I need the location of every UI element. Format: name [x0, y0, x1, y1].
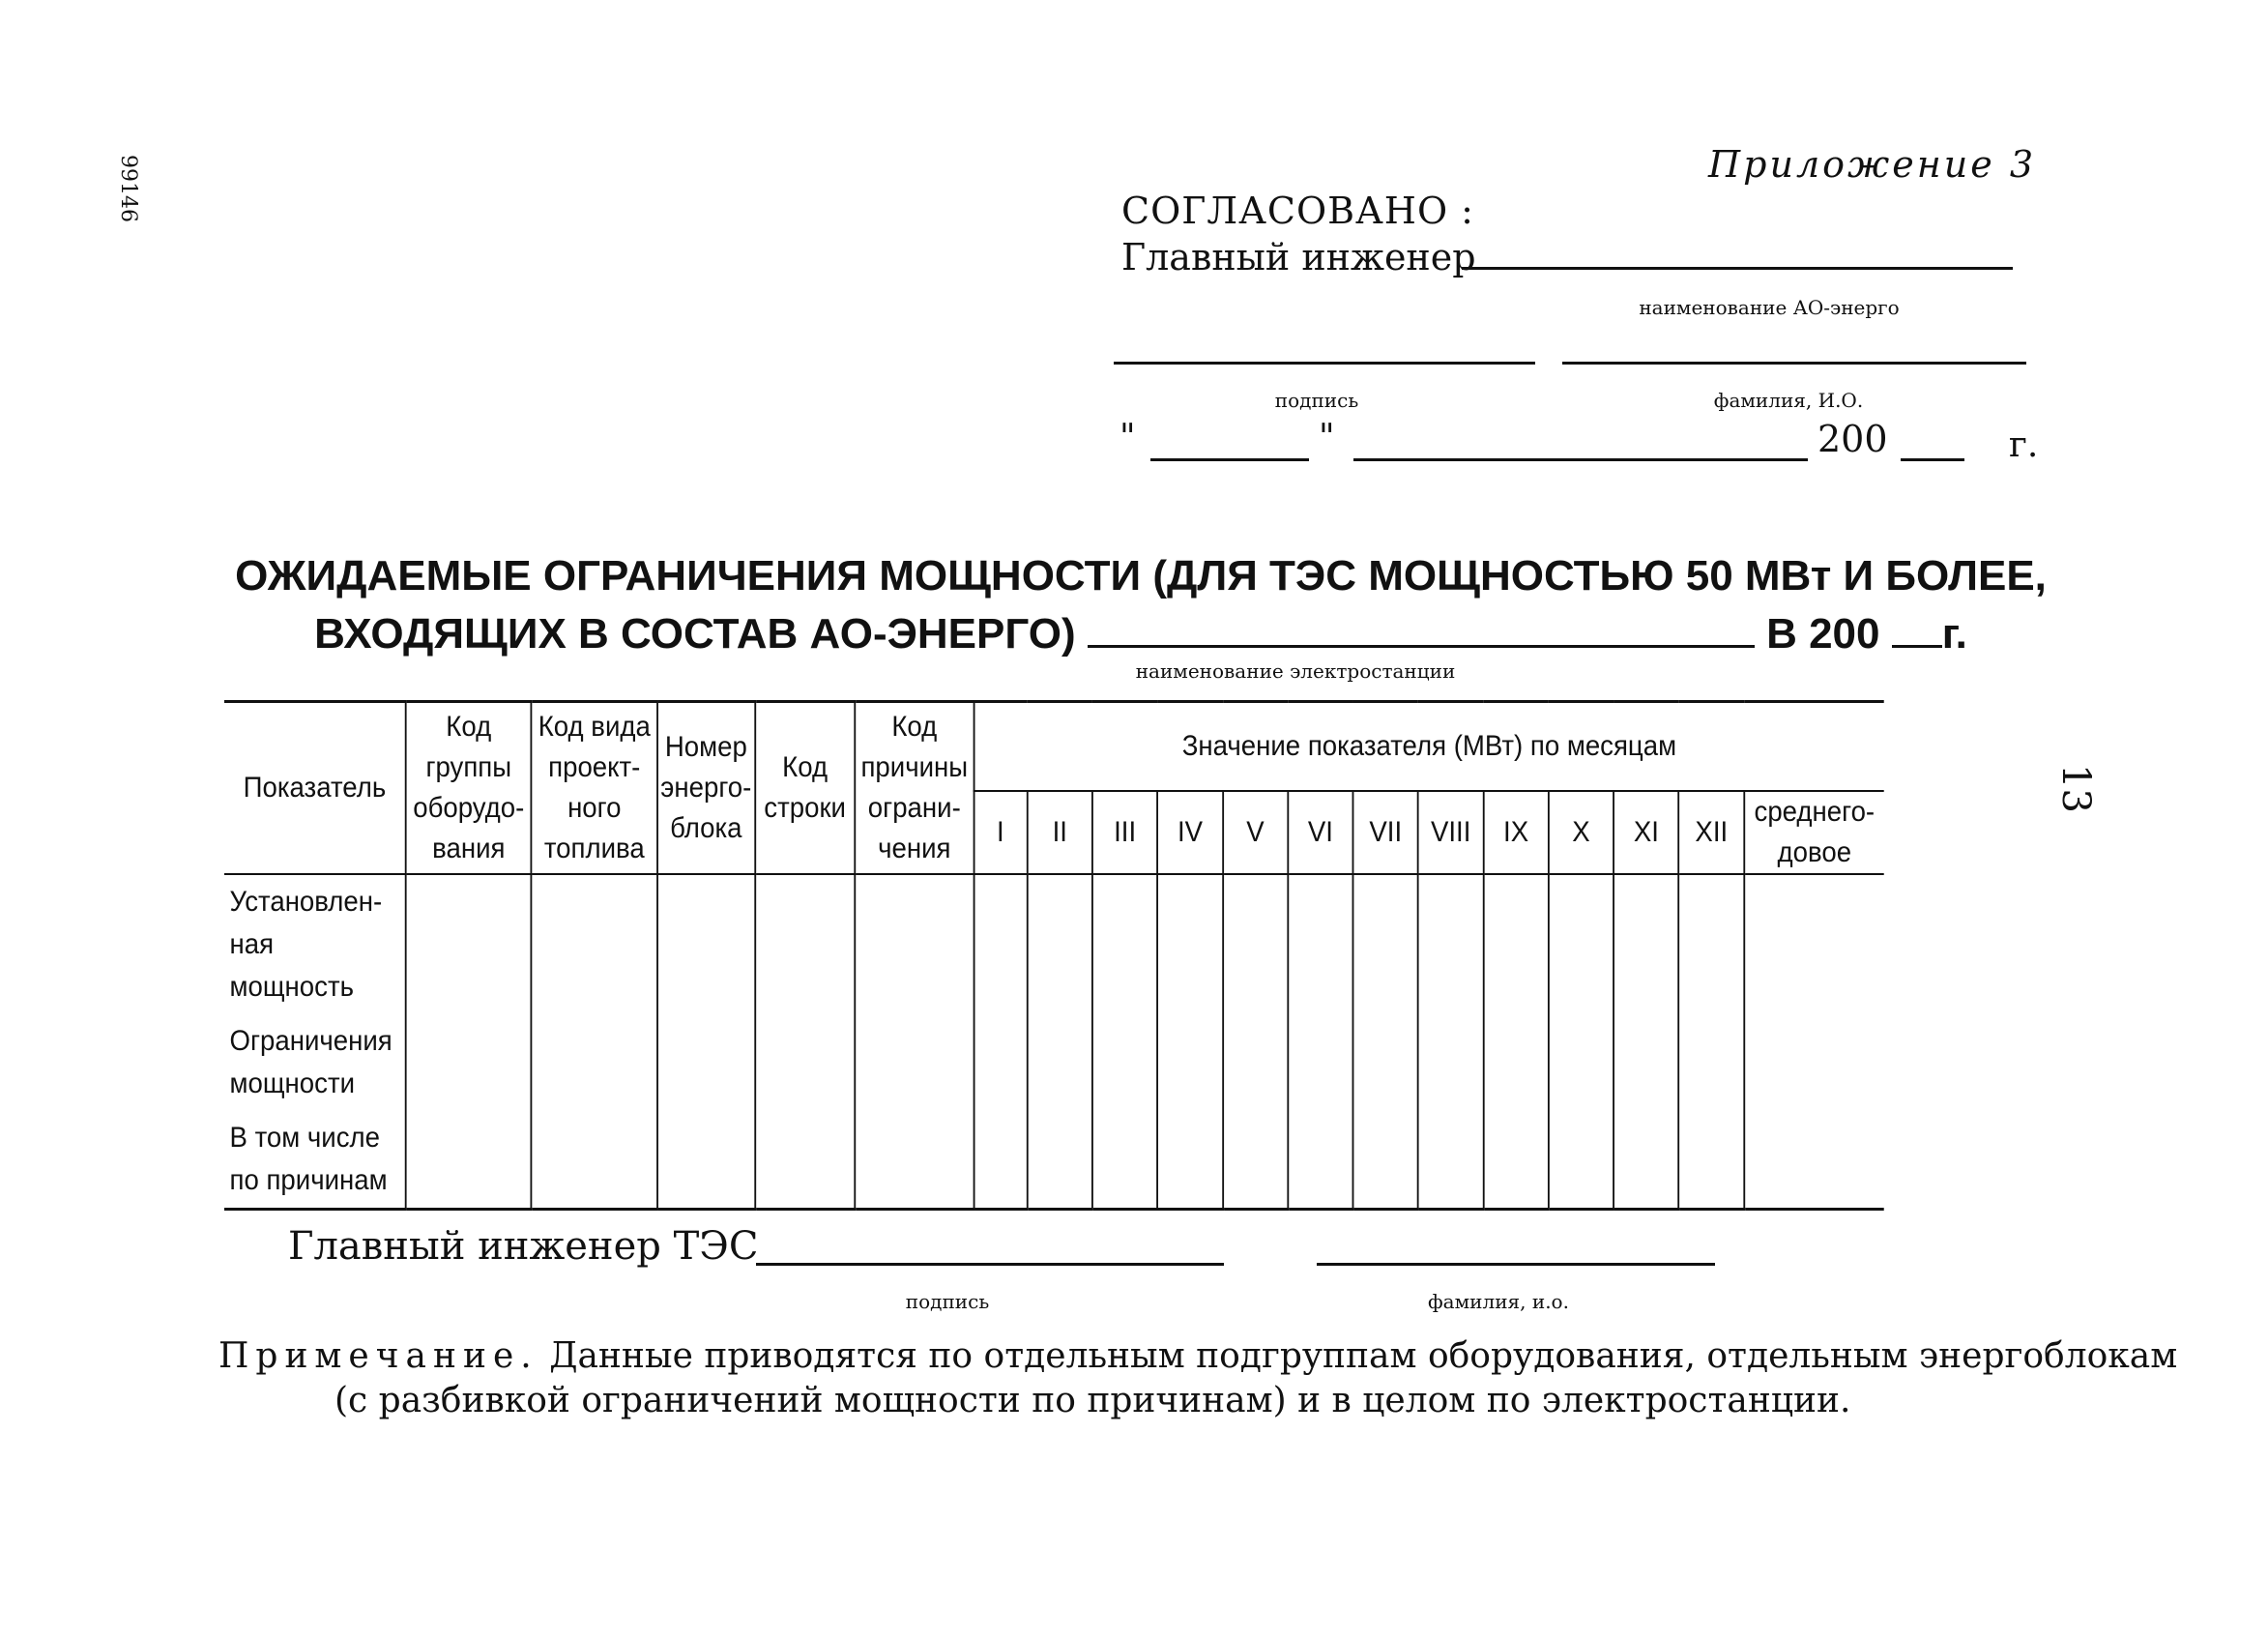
note-line-2: (с разбивкой ограничений мощности по причинам) и в целом по электростанции. [334, 1381, 1851, 1420]
tes-chief-engineer-label: Главный инженер ТЭС [288, 1224, 759, 1269]
month-header: VI [1288, 791, 1352, 874]
signature-field[interactable] [1114, 362, 1535, 365]
input-cell-unit-number[interactable] [657, 874, 755, 1210]
col-header-monthly-values: Значение показателя (МВт) по месяцам [974, 702, 1884, 792]
power-restrictions-table [224, 700, 1884, 1211]
date-year-field[interactable] [1901, 458, 1964, 461]
title-line-1: ОЖИДАЕМЫЕ ОГРАНИЧЕНИЯ МОЩНОСТИ (ДЛЯ ТЭС МОЩНОСТЬЮ 50 МВт И БОЛЕЕ, [235, 552, 2047, 600]
date-year-suffix: г. [2009, 425, 2039, 465]
input-cell-month[interactable] [1483, 874, 1548, 1210]
document-code: 99146 [116, 155, 140, 222]
col-header-unit-number: Номер энерго-блока [657, 702, 755, 875]
month-header: XII [1679, 791, 1744, 874]
input-cell-month[interactable] [1679, 874, 1744, 1210]
agreed-label: СОГЛАСОВАНО : [1121, 190, 1474, 232]
tes-full-name-caption: фамилия, и.о. [1428, 1290, 1569, 1313]
note-line-1: Данные приводятся по отдельным подгруппам оборудования, отдельным энергоблокам [549, 1336, 2178, 1376]
input-cell-fuel-type[interactable] [532, 874, 657, 1210]
signature-caption: подпись [1274, 389, 1359, 412]
input-cell-month[interactable] [1092, 874, 1157, 1210]
date-close-quote: " [1319, 418, 1335, 457]
chief-engineer-label: Главный инженер [1121, 236, 1476, 278]
col-header-equipment-group: Код группы оборудо-вания [406, 702, 532, 875]
month-header: V [1223, 791, 1288, 874]
date-year-prefix: 200 [1817, 418, 1888, 460]
title-line-2-end: г. [1941, 610, 1967, 658]
page-number: 13 [2053, 764, 2098, 813]
date-open-quote: " [1119, 418, 1136, 457]
input-cell-reason-code[interactable] [855, 874, 974, 1210]
col-header-average: среднего-довое [1744, 791, 1884, 874]
row-label-power-restrictions: Ограничения мощности [229, 1025, 393, 1099]
title-line-2-suffix: В 200 [1766, 610, 1880, 658]
col-header-indicator: Показатель [224, 702, 406, 875]
full-name-field[interactable] [1562, 362, 2026, 365]
month-header: III [1092, 791, 1157, 874]
input-cell-month[interactable] [1157, 874, 1222, 1210]
title-line-2 [174, 605, 2108, 663]
station-name-field[interactable] [1088, 608, 1755, 648]
company-name-caption: наименование АО-энерго [1639, 296, 1900, 319]
input-cell-month[interactable] [1223, 874, 1288, 1210]
input-cell-month[interactable] [1614, 874, 1678, 1210]
month-header: XI [1614, 791, 1678, 874]
document-title [174, 547, 2108, 663]
title-year-field[interactable] [1892, 608, 1942, 648]
month-header: X [1549, 791, 1614, 874]
input-cell-month[interactable] [1549, 874, 1614, 1210]
input-cell-month[interactable] [974, 874, 1027, 1210]
input-cell-equipment-group[interactable] [406, 874, 532, 1210]
full-name-caption: фамилия, И.О. [1713, 389, 1864, 412]
col-header-fuel-type: Код вида проект-ного топлива [532, 702, 657, 875]
row-label-installed-capacity: Установлен-ная мощность [229, 886, 383, 1003]
appendix-label: Приложение 3 [1708, 143, 2036, 186]
station-name-caption: наименование электростанции [1135, 659, 1456, 683]
input-cell-month[interactable] [1418, 874, 1483, 1210]
month-header: IV [1157, 791, 1222, 874]
note [218, 1334, 2177, 1423]
input-cell-average[interactable] [1744, 874, 1884, 1210]
input-cell-month[interactable] [1353, 874, 1418, 1210]
month-header: II [1028, 791, 1092, 874]
input-cell-month[interactable] [1288, 874, 1352, 1210]
tes-signature-caption: подпись [905, 1290, 990, 1313]
col-header-row-code: Код строки [755, 702, 856, 875]
month-header: VII [1353, 791, 1418, 874]
row-label-by-reasons: В том числе по причинам [229, 1122, 388, 1196]
tes-signature-field[interactable] [756, 1263, 1224, 1266]
company-name-field[interactable] [1462, 267, 2013, 270]
month-header: I [974, 791, 1027, 874]
month-header: IX [1483, 791, 1548, 874]
row-labels-cell [224, 874, 406, 1210]
col-header-reason-code: Код причины ограни-чения [855, 702, 974, 875]
title-line-2-prefix: ВХОДЯЩИХ В СОСТАВ АО-ЭНЕРГО) [314, 610, 1076, 658]
input-cell-row-code[interactable] [755, 874, 856, 1210]
date-day-field[interactable] [1150, 458, 1309, 461]
date-month-field[interactable] [1353, 458, 1808, 461]
tes-full-name-field[interactable] [1317, 1263, 1715, 1266]
note-lead: Примечание. [218, 1336, 538, 1376]
month-header: VIII [1418, 791, 1483, 874]
input-cell-month[interactable] [1028, 874, 1092, 1210]
